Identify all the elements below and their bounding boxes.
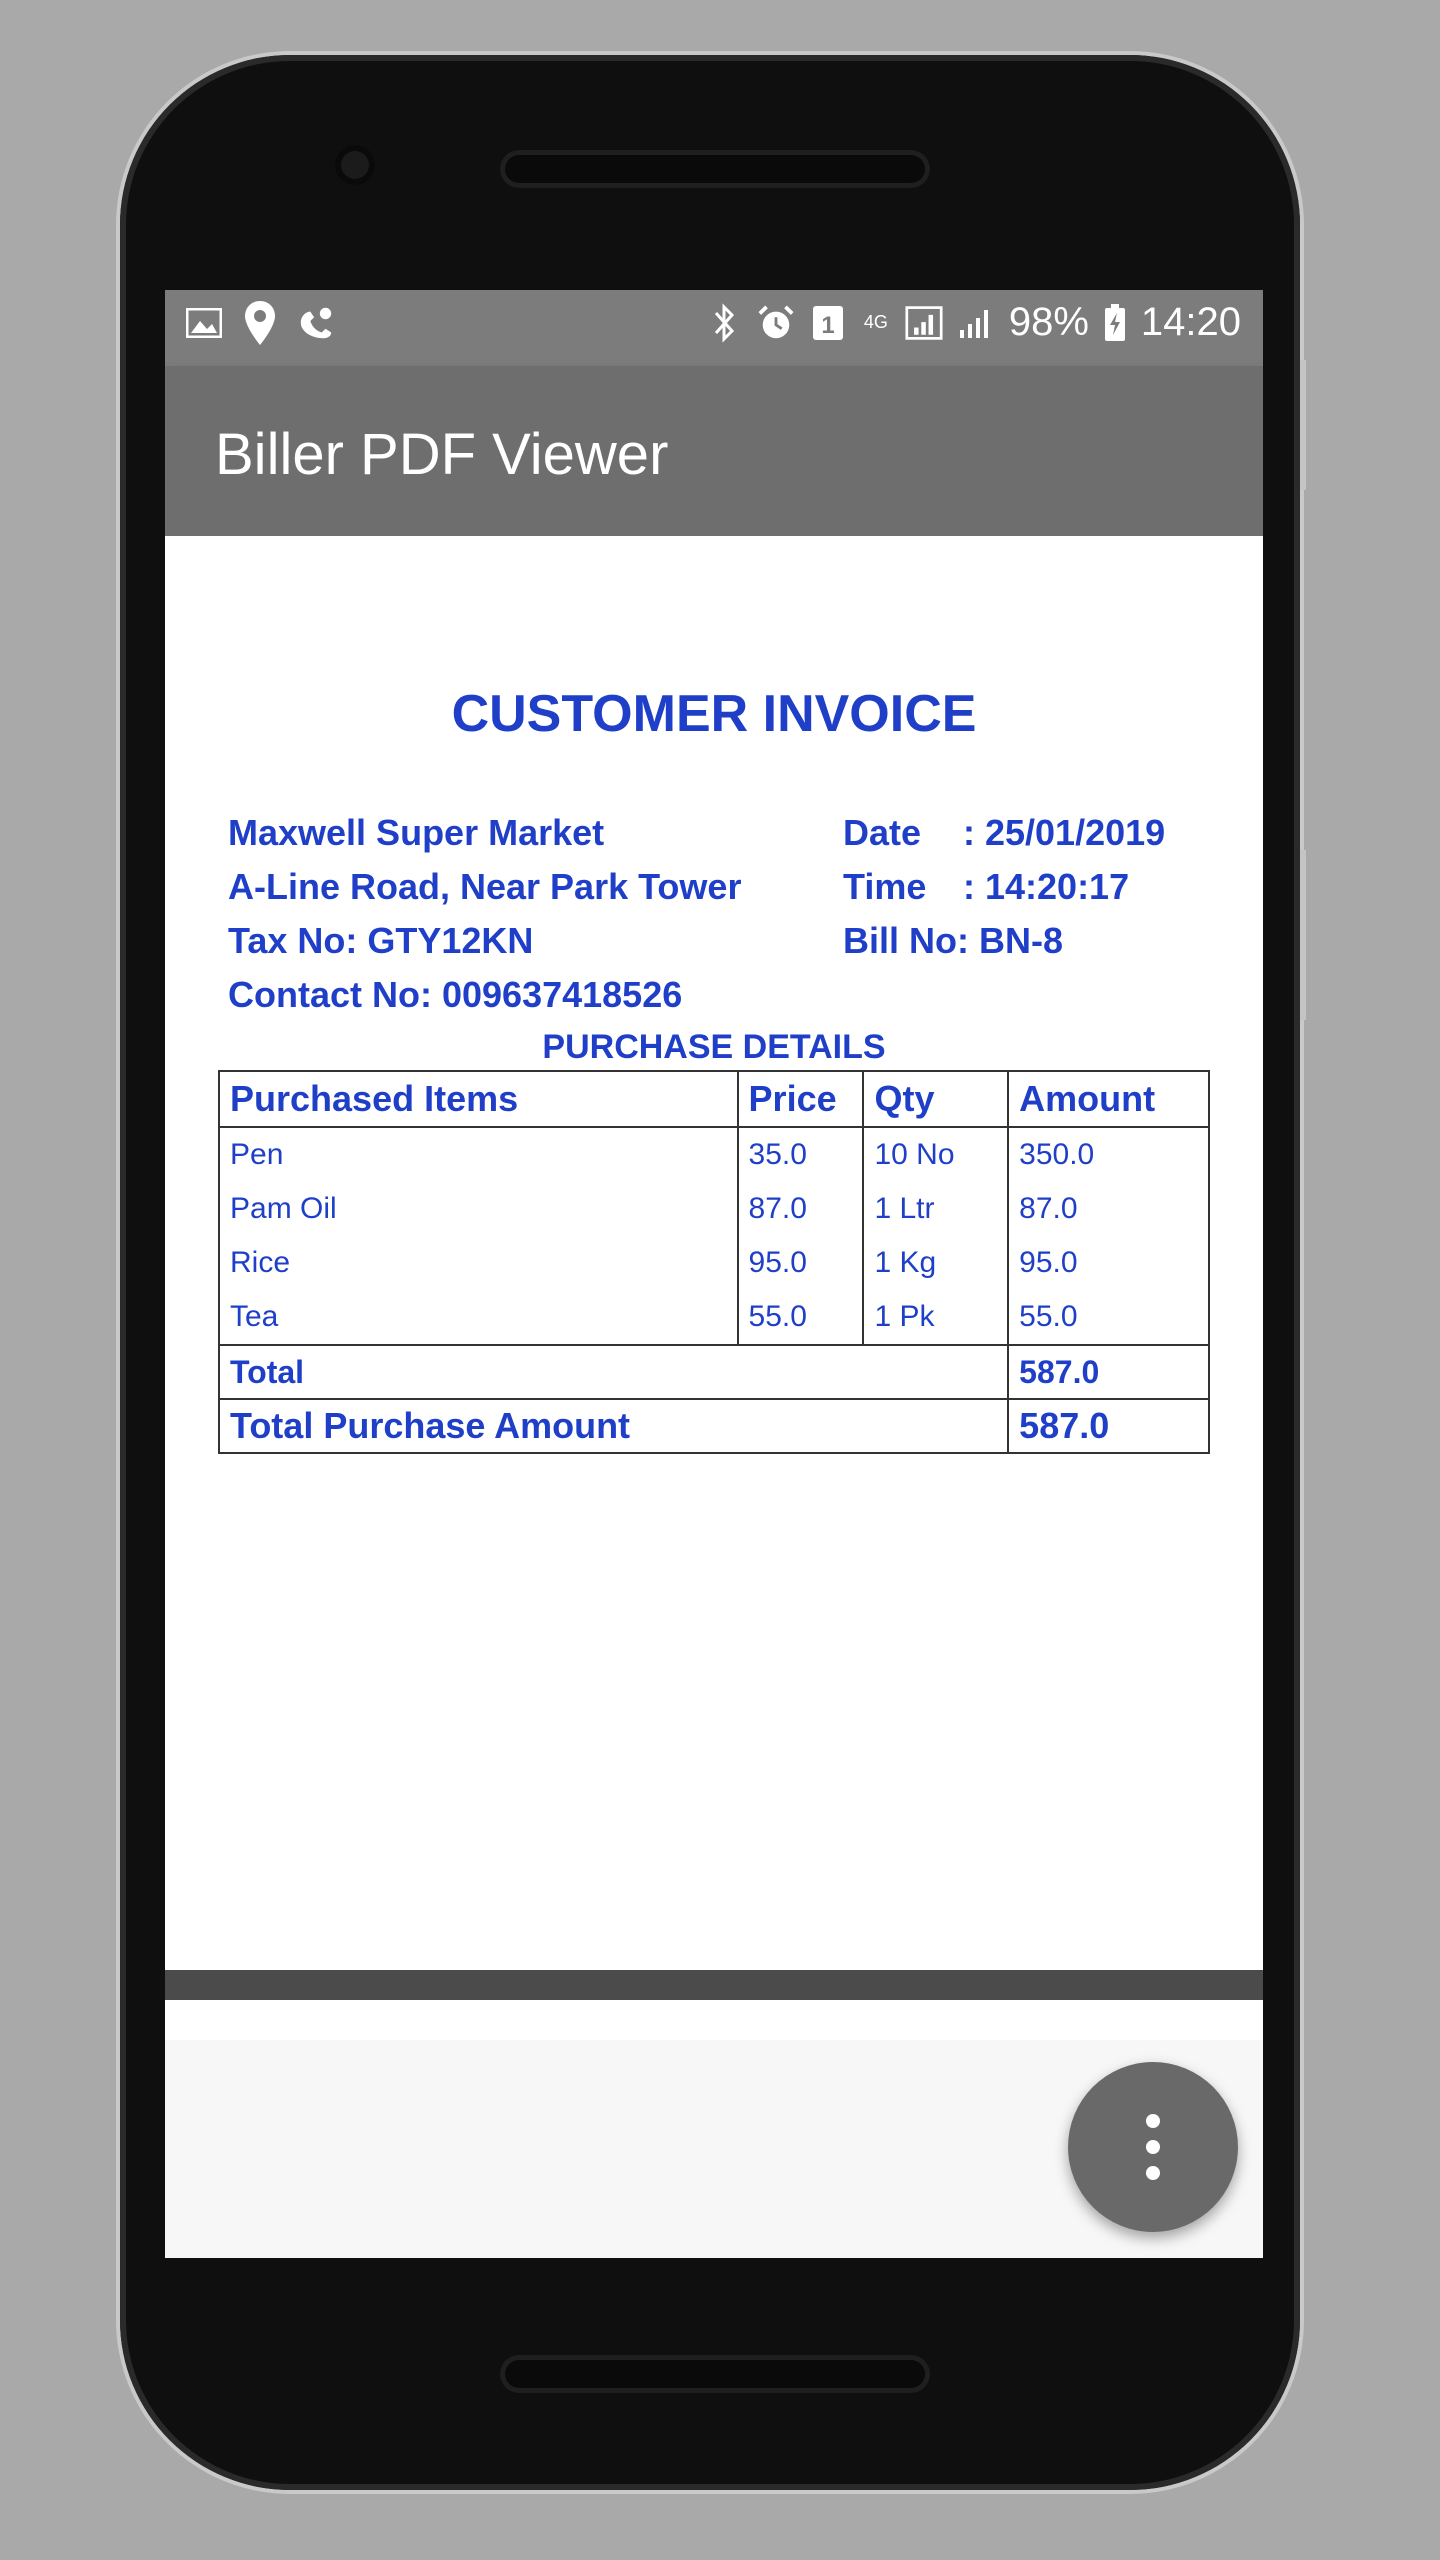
item-amount: 87.0 <box>1008 1182 1209 1236</box>
grand-total-value: 587.0 <box>1008 1399 1209 1453</box>
item-price: 95.0 <box>738 1236 864 1290</box>
status-bar <box>165 290 1263 366</box>
svg-text:1: 1 <box>821 311 835 339</box>
more-vertical-icon-dot <box>1146 2140 1160 2154</box>
app-bar <box>165 366 1263 536</box>
image-icon <box>185 304 223 342</box>
item-name: Rice <box>219 1236 738 1290</box>
missed-call-icon <box>297 304 335 342</box>
app-title: Biller PDF Viewer <box>215 422 669 487</box>
more-vertical-icon <box>1146 2114 1160 2128</box>
location-icon <box>241 304 279 342</box>
battery-percent: 98% <box>1008 300 1089 344</box>
more-options-button[interactable] <box>1068 2062 1238 2232</box>
column-header: Amount <box>1008 1071 1209 1127</box>
tax-number: Tax No: GTY12KN <box>228 920 534 961</box>
alarm-icon <box>757 304 795 342</box>
column-header: Qty <box>863 1071 1008 1127</box>
item-price: 55.0 <box>738 1290 864 1345</box>
item-name: Tea <box>219 1290 738 1345</box>
page-separator <box>165 1970 1263 2000</box>
table-row <box>219 1290 1209 1345</box>
item-qty: 1 Kg <box>863 1236 1008 1290</box>
date-value: : 25/01/2019 <box>963 812 1166 853</box>
time-label: Time <box>843 866 927 907</box>
purchase-details-heading: PURCHASE DETAILS <box>542 1028 886 1066</box>
grand-total-label: Total Purchase Amount <box>219 1399 1008 1453</box>
bluetooth-icon <box>705 304 743 342</box>
store-name: Maxwell Super Market <box>228 812 605 853</box>
table-row <box>219 1127 1209 1182</box>
screen <box>165 290 1263 2258</box>
bill-info <box>843 806 1165 968</box>
bill-number: Bill No: BN-8 <box>843 920 1063 961</box>
date-label: Date <box>843 812 922 853</box>
battery-charging-icon <box>1103 304 1127 342</box>
front-camera <box>335 145 375 185</box>
total-row <box>219 1345 1209 1399</box>
grand-total-row <box>219 1399 1209 1453</box>
table-row <box>219 1182 1209 1236</box>
item-amount: 95.0 <box>1008 1236 1209 1290</box>
item-qty: 1 Ltr <box>863 1182 1008 1236</box>
earpiece-speaker <box>500 150 930 188</box>
column-header: Purchased Items <box>219 1071 738 1127</box>
network-icon: 4G <box>863 312 888 332</box>
item-qty: 1 Pk <box>863 1290 1008 1345</box>
signal2-icon <box>957 304 995 342</box>
date-row <box>843 806 1165 860</box>
signal-icon <box>905 304 943 342</box>
time-value: : 14:20:17 <box>963 866 1130 907</box>
time-row <box>843 860 1165 914</box>
table-row <box>219 1236 1209 1290</box>
pdf-page[interactable] <box>165 536 1263 1960</box>
total-label: Total <box>219 1345 1008 1399</box>
power-button <box>1300 850 1306 1020</box>
sim-icon <box>809 304 847 342</box>
item-price: 35.0 <box>738 1127 864 1182</box>
status-time: 14:20 <box>1140 300 1241 344</box>
item-price: 87.0 <box>738 1182 864 1236</box>
column-header: Price <box>738 1071 864 1127</box>
more-vertical-icon-dot <box>1146 2166 1160 2180</box>
table-header-row <box>219 1071 1209 1127</box>
item-qty: 10 No <box>863 1127 1008 1182</box>
bottom-speaker <box>500 2355 930 2393</box>
store-address: A-Line Road, Near Park Tower <box>228 866 742 907</box>
item-amount: 55.0 <box>1008 1290 1209 1345</box>
item-name: Pen <box>219 1127 738 1182</box>
total-value: 587.0 <box>1008 1345 1209 1399</box>
store-info <box>228 806 741 1022</box>
contact-number: Contact No: 009637418526 <box>228 974 683 1015</box>
volume-button <box>1300 360 1306 490</box>
item-name: Pam Oil <box>219 1182 738 1236</box>
invoice-title: CUSTOMER INVOICE <box>451 685 977 743</box>
purchase-table <box>218 1070 1210 1454</box>
item-amount: 350.0 <box>1008 1127 1209 1182</box>
